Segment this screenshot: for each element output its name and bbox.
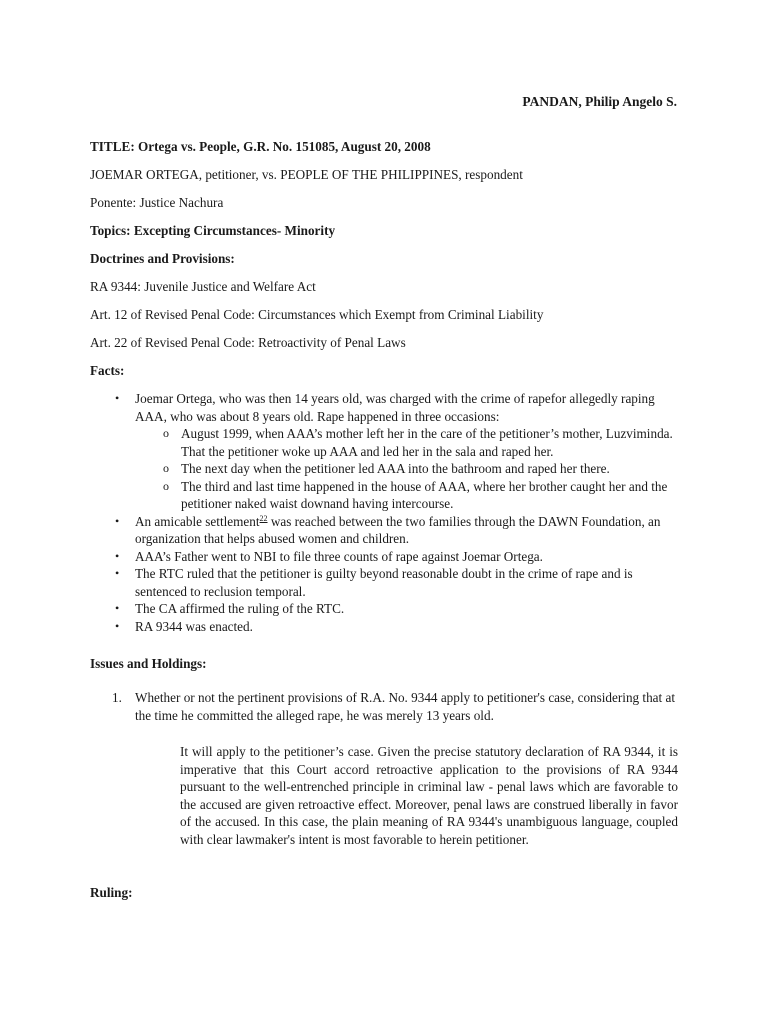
list-item: o The third and last time happened in the house of AAA, where her brother caught her and the petitioner naked waist downand having intercourse. xyxy=(163,478,675,513)
list-item xyxy=(115,513,675,548)
provision-art22: Art. 22 of Revised Penal Code: Retroactivity of Penal Laws xyxy=(90,335,406,350)
ruling-heading: Ruling: xyxy=(90,885,133,900)
list-item: • The CA affirmed the ruling of the RTC. xyxy=(115,600,675,618)
author-name: PANDAN, Philip Angelo S. xyxy=(522,94,677,109)
fact-text: An amicable settlement xyxy=(135,513,260,529)
issue-text: Whether or not the pertinent provisions of R.A. No. 9344 apply to petitioner's case, considering that at the time he committed the alleged rape, he was merely 13 years old. xyxy=(135,690,676,723)
issues-heading: Issues and Holdings: xyxy=(90,656,207,671)
footnote-link[interactable]: 22 xyxy=(259,513,268,523)
provision-art12: Art. 12 of Revised Penal Code: Circumstances which Exempt from Criminal Liability xyxy=(90,307,544,322)
list-item: • AAA’s Father went to NBI to file three counts of rape against Joemar Ortega. xyxy=(115,548,675,566)
fact-text: was reached between the two families through the DAWN Foundation, an organization that helps abused women and children. xyxy=(135,513,661,546)
topics: Topics: Excepting Circumstances- Minority xyxy=(90,223,336,238)
issue-1 xyxy=(112,689,678,724)
ponente: Ponente: Justice Nachura xyxy=(90,195,224,210)
facts-list xyxy=(115,390,675,635)
holding-text: It will apply to the petitioner’s case. Given the precise statutory declaration of RA 9344, it is imperative that this Court accord retroactive application to the provisions of RA 9344 pursuant to the well-entrenched principle in criminal law - penal laws which are favorable to the accused are given retroactive effect. Moreover, penal laws are construed liberally in favor of the accused. In this case, the plain meaning of RA 9344's unambiguous language, coupled with clear lawmaker's intent is most favorable to herein petitioner. xyxy=(180,744,678,847)
case-title: TITLE: Ortega vs. People, G.R. No. 151085, August 20, 2008 xyxy=(90,139,431,154)
fact-text: Joemar Ortega, who was then 14 years old, was charged with the crime of rapefor allegedly raping AAA, who was about 8 years old. Rape happened in three occasions: xyxy=(135,391,655,424)
list-item xyxy=(115,390,675,513)
list-item: • The RTC ruled that the petitioner is guilty beyond reasonable doubt in the crime of rape and is sentenced to reclusion temporal. xyxy=(115,565,675,600)
doctrines-heading: Doctrines and Provisions: xyxy=(90,251,235,266)
facts-heading: Facts: xyxy=(90,363,125,378)
list-item: • RA 9344 was enacted. xyxy=(115,618,675,636)
occasions-list xyxy=(135,425,675,513)
list-item: o The next day when the petitioner led AAA into the bathroom and raped her there. xyxy=(163,460,675,478)
list-item: o August 1999, when AAA’s mother left her in the care of the petitioner’s mother, Luzviminda. That the petitioner woke up AAA and led her in the sala and raped her. xyxy=(163,425,675,460)
provision-ra9344: RA 9344: Juvenile Justice and Welfare Act xyxy=(90,279,316,294)
issue-number: 1. xyxy=(112,690,122,705)
case-parties: JOEMAR ORTEGA, petitioner, vs. PEOPLE OF THE PHILIPPINES, respondent xyxy=(90,167,523,182)
